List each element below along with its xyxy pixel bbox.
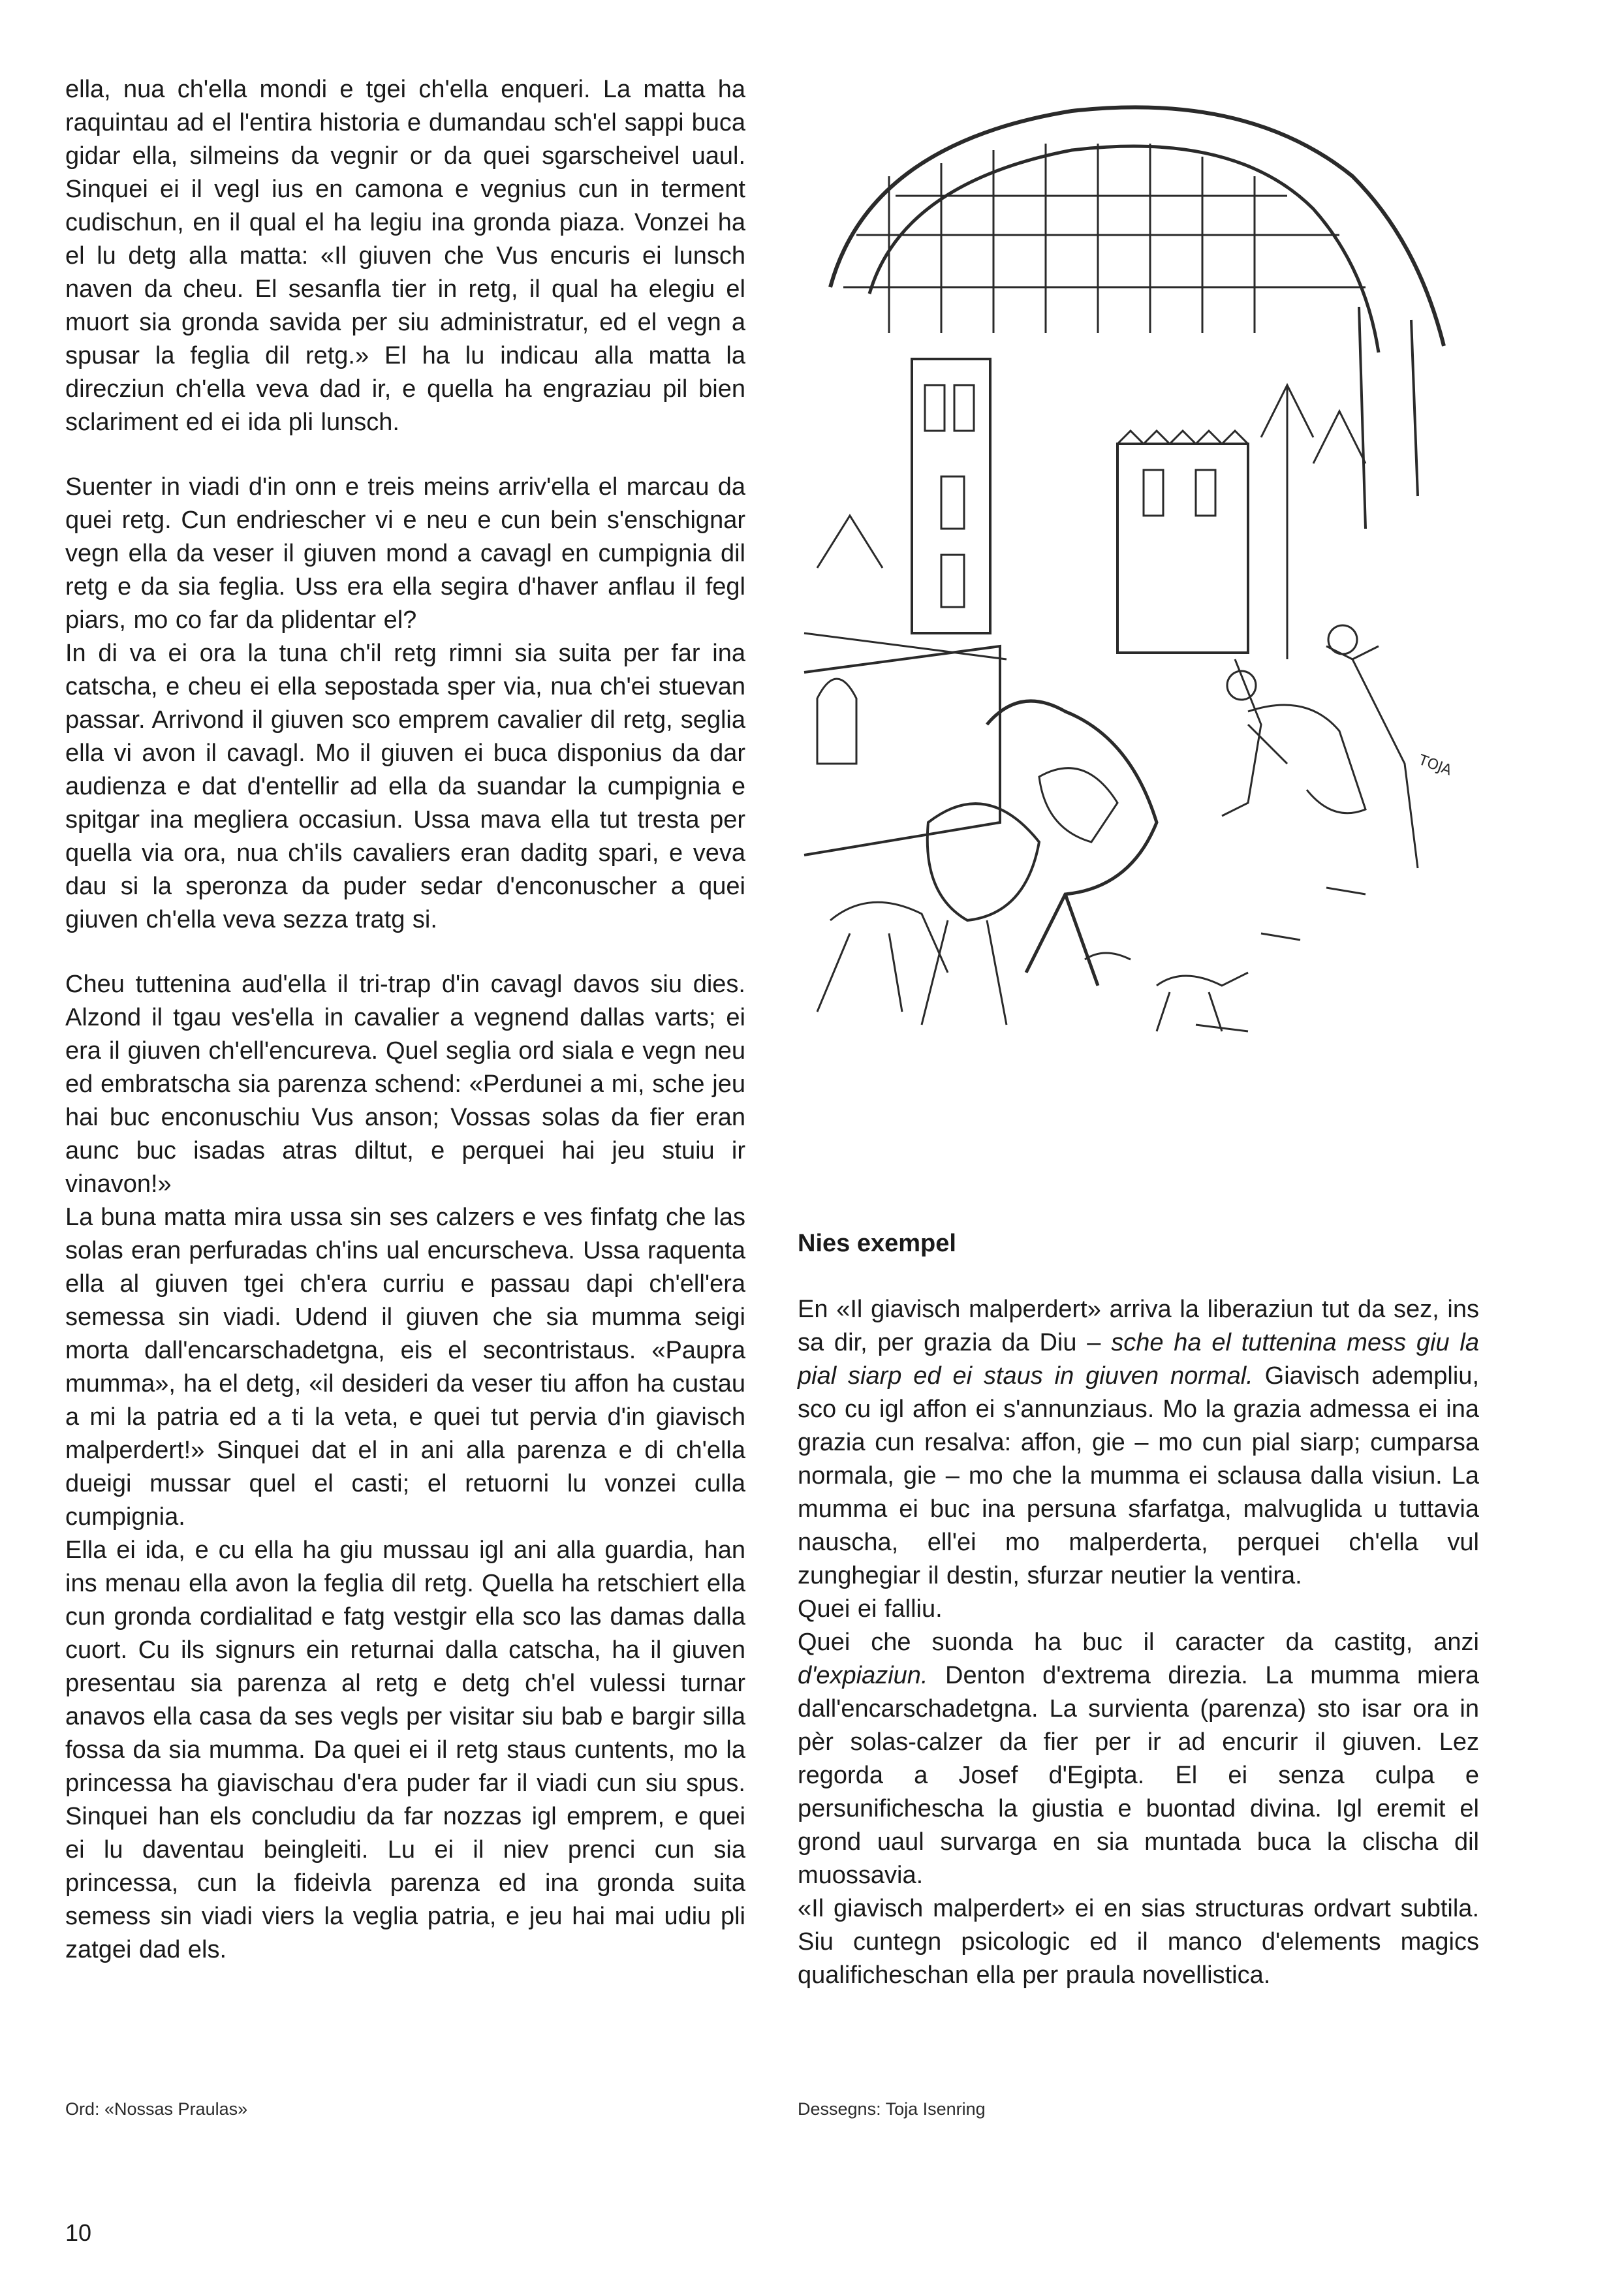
drawings-credit: Dessegns: Toja Isenring	[798, 2099, 986, 2119]
paragraph-5: La buna matta mira ussa sin ses calzers e ves finfatg che las solas eran perfuradas ch'ins ual encurscheva. Ussa raquenta ella al giuven tgei ch'era curriu e passau dapi ch'ell'era semessa sin viadi. Udend il giuven che sia mumma seigi morta dall'encarschadetgna, eis el secontristaus. «Paupra mumma», ha el detg, «il desideri da veser tiu affon ha custau a mi la patria ed a ti la veta, e quei tut pervia d'in giavisch malperdert!» Sinquei dat el in ani alla parenza e di ch'ella dueigi mussar quel el casti; el retuorni lu vonzei culla cumpignia.	[65, 1204, 745, 1531]
paragraph-3: In di va ei ora la tuna ch'il retg rimni sia suita per far ina catscha, e cheu ei ella sepostada sper via, nua ch'ei stuevan passar. Arrivond il giuven sco emprem cavalier dil retg, seglia ella vi avon il cavagl. Mo il giuven ei buca disponius da dar audienza e dat d'entellir ad ella da suandar la cumpignia e spitgar ina megliera occasiun. Ussa mava ella tut tresta per quella via ora, nua ch'ils cavaliers eran daditg spari, e veva dau si la speronza da puder sedar d'enconuscher a quei giuven ch'ella veva sezza tratg si.	[65, 640, 745, 933]
paragraph-6: Ella ei ida, e cu ella ha giu mussau igl ani alla guardia, han ins menau ella avon la feglia dil retg. Quella ha retschiert ella cun gronda cordialitad e fatg vestgir ella sco las damas dalla cuort. Cu ils signurs ein returnai dalla catscha, ha il giuven presentau sia parenza al retg e detg ch'el vulessi turnar anavos ella casa da ses vegls per visitar siu bab e bargir silla fossa da sia mumma. Da quei ei il retg staus cuntents, mo la princessa ha giavischau d'era puder far il viadi cun siu spus. Sinquei han els concludiu da far nozzas igl emprem, e quei ei lu daventau beingleiti. Lu ei il niev prenci cun sia princessa, cun la fideivla parenza ed ina gronda suita semess sin viadi viers la veglia patria, e jeu hai mai udiu pli zatgei dad els.	[65, 1537, 745, 1963]
illustration-signature: TOJA	[1416, 752, 1454, 779]
commentary-text: Denton d'extrema direzia. La mumma miera dall'encarschadetgna. La survienta (parenza) sto isar ora in pèr solas-calzer da fier per ir ad encurir il giuven. Lez regorda a Josef d'Egipta. El ei senza culpa e persunifichescha la giustia e buontad divina. Igl eremit el grond uaul survarga en sia muntada buca la clischa dil muossavia.	[798, 1662, 1479, 1889]
castle-hunt-illustration	[791, 72, 1478, 1097]
commentary-text: En «Il giavisch malperdert» arriva la liberaziun tut da sez, ins sa dir, per grazia da Diu –	[798, 1296, 1479, 1356]
commentary-emphasis: d'expiaziun.	[798, 1662, 928, 1689]
commentary-paragraph-1	[798, 1293, 1479, 1593]
commentary-paragraph-3	[798, 1626, 1479, 1892]
commentary-emphasis: sche ha el tuttenina mess giu la pial siarp ed ei staus in giuven normal.	[798, 1329, 1479, 1390]
paragraph-4: Cheu tuttenina aud'ella il tri-trap d'in cavagl davos siu dies. Alzond il tgau ves'ella in cavalier a vegnend dallas varts; ei era il giuven ch'ell'encureva. Quel seglia ord siala e vegn neu ed embratscha sia parenza schend: «Perdunei a mi, sche jeu hai buc enconuschiu Vus anson; Vossas solas da fier eran aunc buc isadas atras diltut, e perquei hai jeu stuiu ir vinavon!»	[65, 971, 745, 1198]
left-column	[65, 73, 745, 1967]
page-number: 10	[65, 2219, 92, 2246]
source-credit: Ord: «Nossas Praulas»	[65, 2099, 248, 2119]
commentary-paragraph-4: «Il giavisch malperdert» ei en sias structuras ordvart subtila. Siu cuntegn psicologic ed il manco d'elements magics qualificheschan ella per praula novellistica.	[798, 1895, 1479, 1989]
right-column	[798, 1227, 1479, 1992]
paragraph-1: ella, nua ch'ella mondi e tgei ch'ella enqueri. La matta ha raquintau ad el l'entira historia e dumandau sch'el sappi buca gidar ella, silmeins da vegnir or da quei sgarscheivel uaul. Sinquei ei il vegl ius en camona e vegnius cun in terment cudischun, en il qual el ha legiu ina gronda piaza. Vonzei ha el lu detg alla matta: «Il giuven che Vus encuris ei lunsch naven da cheu. El sesanfla tier in retg, il qual ha elegiu el muort sia gronda savida per siu administratur, ed el vegn a spusar la feglia dil retg.» El ha lu indicau alla matta la direcziun ch'ella veva dad ir, e quella ha engraziau pil bien sclariment ed ei ida pli lunsch.	[65, 76, 745, 436]
commentary-text: Giavisch adempliu, sco cu igl affon ei s'annunziaus. Mo la grazia admessa ei ina grazia cun resalva: affon, gie – mo cun pial siarp; cumparsa normala, gie – mo che la mumma ei sclausa dalla visiun. La mumma ei buc ina persuna sfarfatga, malvuglida u tuttavia nauscha, ell'ei mo malperderta, perquei ch'ella vul zunghegiar il destin, sfurzar neutier la ventira.	[798, 1362, 1480, 1589]
section-heading: Nies exempel	[798, 1230, 956, 1257]
commentary-text: Quei che suonda ha buc il caracter da castitg, anzi	[798, 1629, 1479, 1656]
commentary-paragraph-2: Quei ei falliu.	[798, 1595, 943, 1623]
paragraph-2: Suenter in viadi d'in onn e treis meins arriv'ella el marcau da quei retg. Cun endriescher vi e neu e cun bein s'enschignar vegn ella da veser il giuven mond a cavagl en cumpignia dil retg e da sia feglia. Uss era ella segira d'haver anflau il fegl piars, mo co far da plidentar el?	[65, 473, 745, 634]
